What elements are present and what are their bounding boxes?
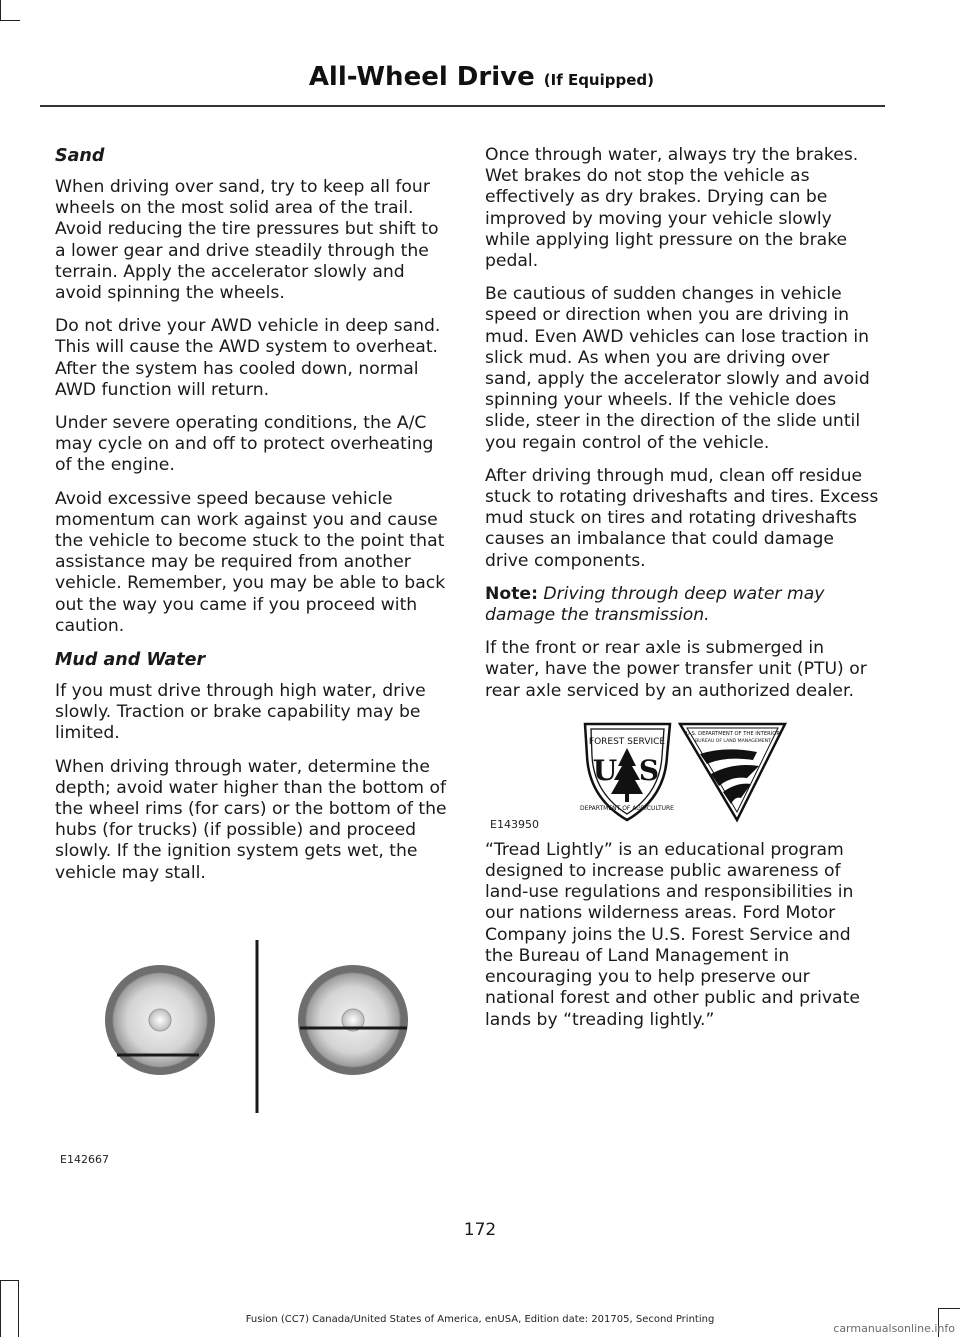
crop-mark: [18, 1280, 19, 1337]
page-number: 172: [463, 1220, 497, 1240]
note-label: Note:: [485, 583, 538, 604]
svg-text:FOREST SERVICE: FOREST SERVICE: [588, 736, 666, 747]
mud-paragraph-1: If you must drive through high water, drive slowly. Traction or brake capability may be limited.: [55, 681, 426, 744]
brake-paragraph: Once through water, always try the brakes. Wet brakes do not stop the vehicle as effectively as dry brakes. Drying can be improved by moving your vehicle slowly while applying light pressure on the brake pedal.: [485, 145, 859, 272]
svg-text:BUREAU OF LAND MANAGEMENT: BUREAU OF LAND MANAGEMENT: [695, 738, 771, 744]
svg-text:S: S: [638, 753, 660, 787]
truck-wheel-icon: [298, 965, 408, 1075]
left-column: [55, 145, 447, 896]
header-rule: [40, 105, 885, 107]
agency-logos-figure: [485, 716, 880, 831]
wheel-depth-illustration: [55, 935, 447, 1175]
figure-code: E143950: [490, 817, 539, 831]
forest-service-shield-logo: [580, 724, 674, 820]
page-footer: Fusion (CC7) Canada/United States of America, enUSA, Edition date: 201705, Second Printing: [245, 1314, 715, 1325]
crop-mark: [0, 20, 20, 21]
svg-text:U: U: [592, 753, 618, 787]
mud-caution-paragraph: Be cautious of sudden changes in vehicle speed or direction when you are driving in mud. Even AWD vehicles can lose traction in slick mud. As when you are driving over sand, apply the accelerator slowly and avoid spinning your wheels. If the vehicle does slide, steer in the direction of the slide until you regain control of the vehicle.: [485, 284, 870, 453]
mud-clean-paragraph: After driving through mud, clean off residue stuck to rotating driveshafts and tires. Excess mud stuck on tires and rotating driveshafts causes an imbalance that could damage drive components.: [485, 465, 879, 571]
car-wheel-icon: [105, 965, 215, 1075]
figure-code: E142667: [60, 1153, 109, 1166]
sand-paragraph-1: When driving over sand, try to keep all four wheels on the most solid area of the trail. Avoid reducing the tire pressures but shift to a lower gear and drive steadily through the terrain. Apply the accelerator slowly and avoid spinning the wheels.: [55, 177, 439, 304]
axle-paragraph: If the front or rear axle is submerged in water, have the power transfer unit (PTU) or rear axle serviced by an authorized dealer.: [485, 638, 867, 701]
blm-triangle-logo: [680, 724, 785, 820]
note-text: Driving through deep water may damage the transmission.: [485, 583, 825, 626]
tread-lightly-paragraph: “Tread Lightly” is an educational program designed to increase public awareness of land-use regulations and responsibilities in our nations wilderness areas. Ford Motor Company joins the U.S. Forest Service and the Bureau of Land Management in encouraging you to help preserve our national forest and other public and private lands by “treading lightly.”: [485, 839, 860, 1030]
mud-paragraph-2: When driving through water, determine the depth; avoid water higher than the bottom of the wheel rims (for cars) or the bottom of the hubs (for trucks) (if possible) and proceed slowly. If the ignition system gets wet, the vehicle may stall.: [55, 756, 447, 883]
sand-paragraph-3: Under severe operating conditions, the A/C may cycle on and off to protect overheating of the engine.: [55, 413, 434, 476]
wheel-depth-figure: [55, 935, 447, 1175]
header-subtitle: (If Equipped): [543, 71, 654, 89]
note: [485, 584, 880, 626]
watermark: carmanualsonline.info: [833, 1322, 955, 1335]
sand-paragraph-4: Avoid excessive speed because vehicle momentum can work against you and cause the vehicle to become stuck to the point that assistance may be required from another vehicle. Remember, you may be able to back out the way you came if you proceed with caution.: [55, 488, 446, 636]
mud-water-heading: Mud and Water: [55, 650, 206, 671]
svg-text:DEPARTMENT OF AGRICULTURE: DEPARTMENT OF AGRICULTURE: [580, 804, 674, 812]
header-title: All-Wheel Drive: [308, 62, 535, 92]
sand-heading: Sand: [55, 146, 105, 166]
page-header: [309, 62, 654, 92]
crop-mark: [938, 1308, 960, 1309]
right-column: [485, 145, 880, 1043]
sand-paragraph-2: Do not drive your AWD vehicle in deep sand. This will cause the AWD system to overheat. After the system has cooled down, normal AWD function will return.: [55, 316, 441, 400]
crop-mark: [0, 1280, 18, 1281]
crop-mark: [0, 1280, 1, 1337]
agency-logos: [485, 716, 880, 826]
crop-mark: [0, 0, 1, 20]
svg-text:U.S. DEPARTMENT OF THE INTERIO: U.S. DEPARTMENT OF THE INTERIOR: [686, 730, 780, 737]
